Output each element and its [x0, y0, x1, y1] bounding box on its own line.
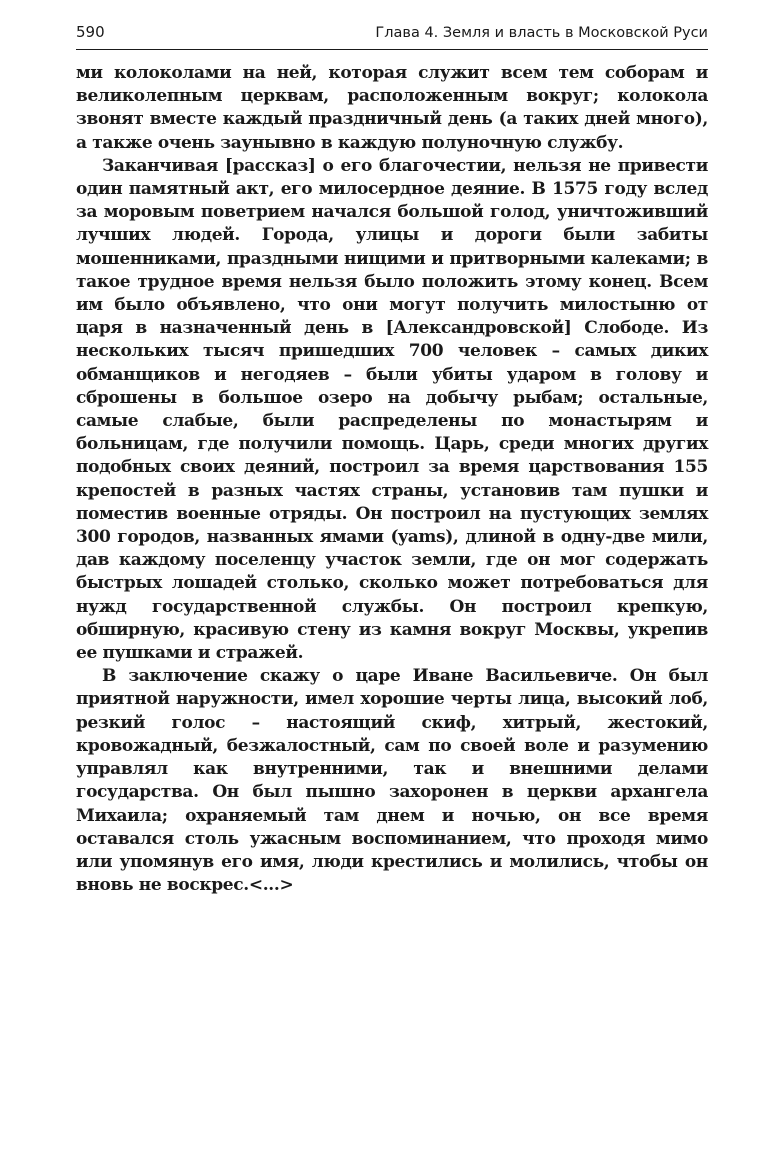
paragraph-conclusion: В заключение скажу о царе Иване Васильевиче. Он был приятной наружности, имел хорошие черты лица, высокий лоб, резкий голос – настоящий скиф, хитрый, жестокий, кровожадный, безжалостный, сам по своей воле и разумению управлял как внутренними, так и внешними делами государства. Он был пышно захоронен в церкви архангела Михаила; охраняемый там днем и ночью, он все время оставался столь ужасным воспоминанием, что проходя мимо или упомянув его имя, люди крестились и молились, чтобы он вновь не воскрес.<...> — [76, 666, 708, 896]
page-number: 590 — [76, 23, 105, 41]
running-header — [76, 22, 708, 50]
chapter-title: Глава 4. Земля и власть в Московской Руси — [375, 25, 708, 41]
paragraph-charity: Заканчивая [рассказ] о его благочестии, нельзя не привести один памятный акт, его милосердное деяние. В 1575 году вслед за моровым поветрием начался большой голод, уничтоживший лучших людей. Города, улицы и дороги были забиты мошенниками, праздными нищими и притворными калеками; в такое трудное время нельзя было положить этому конец. Всем им было объявлено, что они могут получить милостыню от царя в назначенный день в [Александровской] Слободе. Из нескольких тысяч пришедших 700 человек – самых диких обманщиков и негодяев – были убиты ударом в голову и сброшены в большое озеро на добычу рыбам; остальные, самые слабые, были распределены по монастырям и больницам, где получили помощь. Царь, среди многих других подобных своих деяний, построил за время царствования 155 крепостей в разных частях страны, установив там пушки и поместив военные отряды. Он построил на пустующих землях 300 городов, названных ямами (yams), длиной в одну-две мили, дав каждому поселенцу участок земли, где он мог содержать быстрых лошадей столько, сколько может потребоваться для нужд государственной службы. Он построил крепкую, обширную, красивую стену из камня вокруг Москвы, укрепив ее пушками и стражей. — [76, 155, 708, 664]
book-page — [76, 22, 708, 897]
body-text — [76, 62, 708, 897]
paragraph-continuation: ми колоколами на ней, которая служит всем тем соборам и великолепным церквам, расположенным вокруг; колокола звонят вместе каждый праздничный день (а таких дней много), а также очень заунывно в каждую полуночную службу. — [76, 63, 708, 153]
